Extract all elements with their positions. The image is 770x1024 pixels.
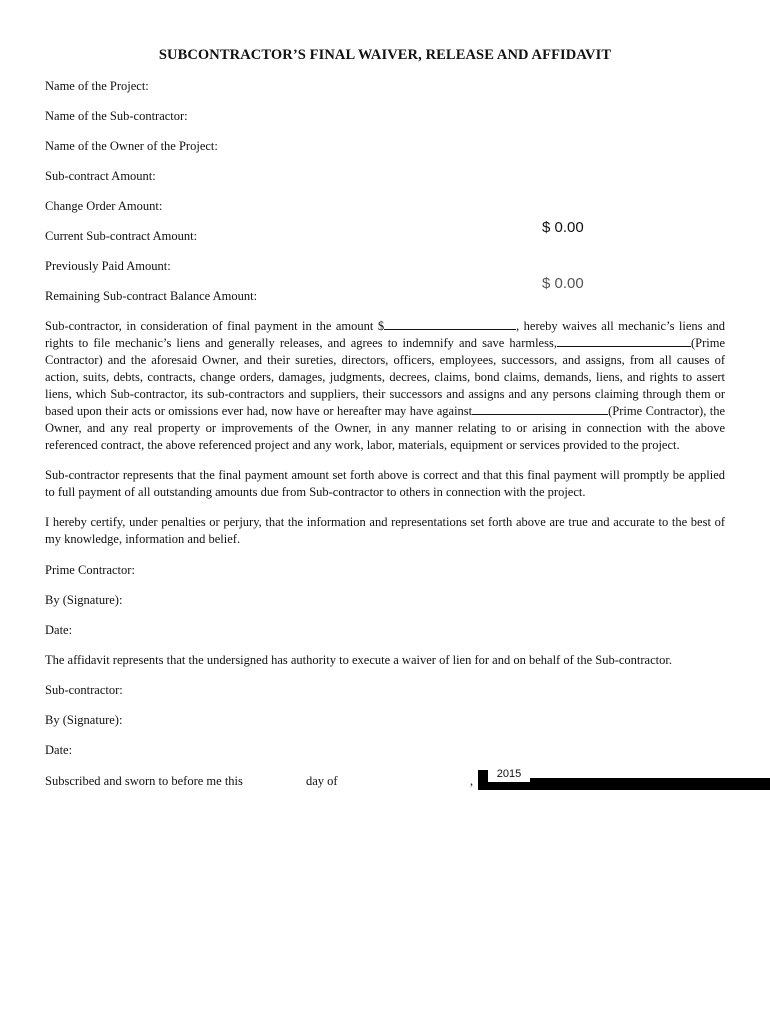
subcontractor-name-label: Name of the Sub-contractor: [45,109,188,123]
remaining-balance-amount-label: Remaining Sub-contract Balance Amount: [45,289,258,303]
authority-paragraph: The affidavit represents that the undersigned has authority to execute a waiver of lien for and on behalf of the Sub-contractor. [45,653,672,667]
owner-name-label: Name of the Owner of the Project: [45,139,218,153]
prime-date-label: Date: [45,623,73,637]
current-subcontract-amount-value[interactable]: $ 0.00 [542,219,584,236]
subcontractor-label: Sub-contractor: [45,683,123,697]
release-paragraph [45,318,725,454]
certification-paragraph: I hereby certify, under penalties or perjury, that the information and representations set forth above are true and accurate to the best of my knowledge, information and belief. [45,515,725,546]
prime-contractor-blank-2[interactable] [472,403,608,415]
prime-contractor-label: Prime Contractor: [45,563,135,577]
final-payment-paragraph: Sub-contractor represents that the final payment amount set forth above is correct and that this final payment will promptly be applied to full payment of all outstanding amounts due from Sub-contractor to others in connection with the project. [45,468,725,499]
payment-amount-blank[interactable] [384,318,516,330]
prime-contractor-blank-1[interactable] [557,335,691,347]
date-comma: , [470,774,474,788]
document-title: SUBCONTRACTOR’S FINAL WAIVER, RELEASE AND AFFIDAVIT [158,47,612,63]
previously-paid-amount-label: Previously Paid Amount: [45,259,171,273]
subcontractor-date-label: Date: [45,743,73,757]
project-name-label: Name of the Project: [45,79,149,93]
current-subcontract-amount-label: Current Sub-contract Amount: [45,229,198,243]
subcontractor-signature-label: By (Signature): [45,713,123,727]
release-text-part-1: Sub-contractor, in consideration of final payment in the amount $ [45,319,385,333]
subcontract-amount-label: Sub-contract Amount: [45,169,156,183]
release-text-part-3: (Prime Contractor) and the aforesaid Owner, and their sureties, directors, officers, employees, successors, and assigns, from all causes of action, suits, debts, contracts, change orders, damages, judgments, decrees, claims, bond claims, demands, liens, and rights to assert liens, which Sub-contractor, its sub-contractors and suppliers, their successors and assigns and any persons claiming through them or based upon their acts or omissions ever had, now have or hereafter may have against [45,336,725,418]
year-field[interactable]: 2015 [488,766,530,782]
change-order-amount-label: Change Order Amount: [45,199,163,213]
remaining-balance-amount-value[interactable]: $ 0.00 [542,275,584,292]
prime-signature-label: By (Signature): [45,593,123,607]
release-text-part-4: (Prime Contractor), the Owner, and any real property or improvements of the Owner, in any manner relating to or arising in connection with the above referenced contract, the above referenced project and any work, labor, materials, equipment or services provided to the project. [45,404,725,452]
day-of-label: day of [306,774,338,788]
release-text-part-2: , hereby waives all mechanic’s liens and rights to file mechanic’s liens and generally releases, and agrees to indemnify and save harmless, [45,319,725,350]
sworn-statement-label: Subscribed and sworn to before me this [45,774,243,788]
